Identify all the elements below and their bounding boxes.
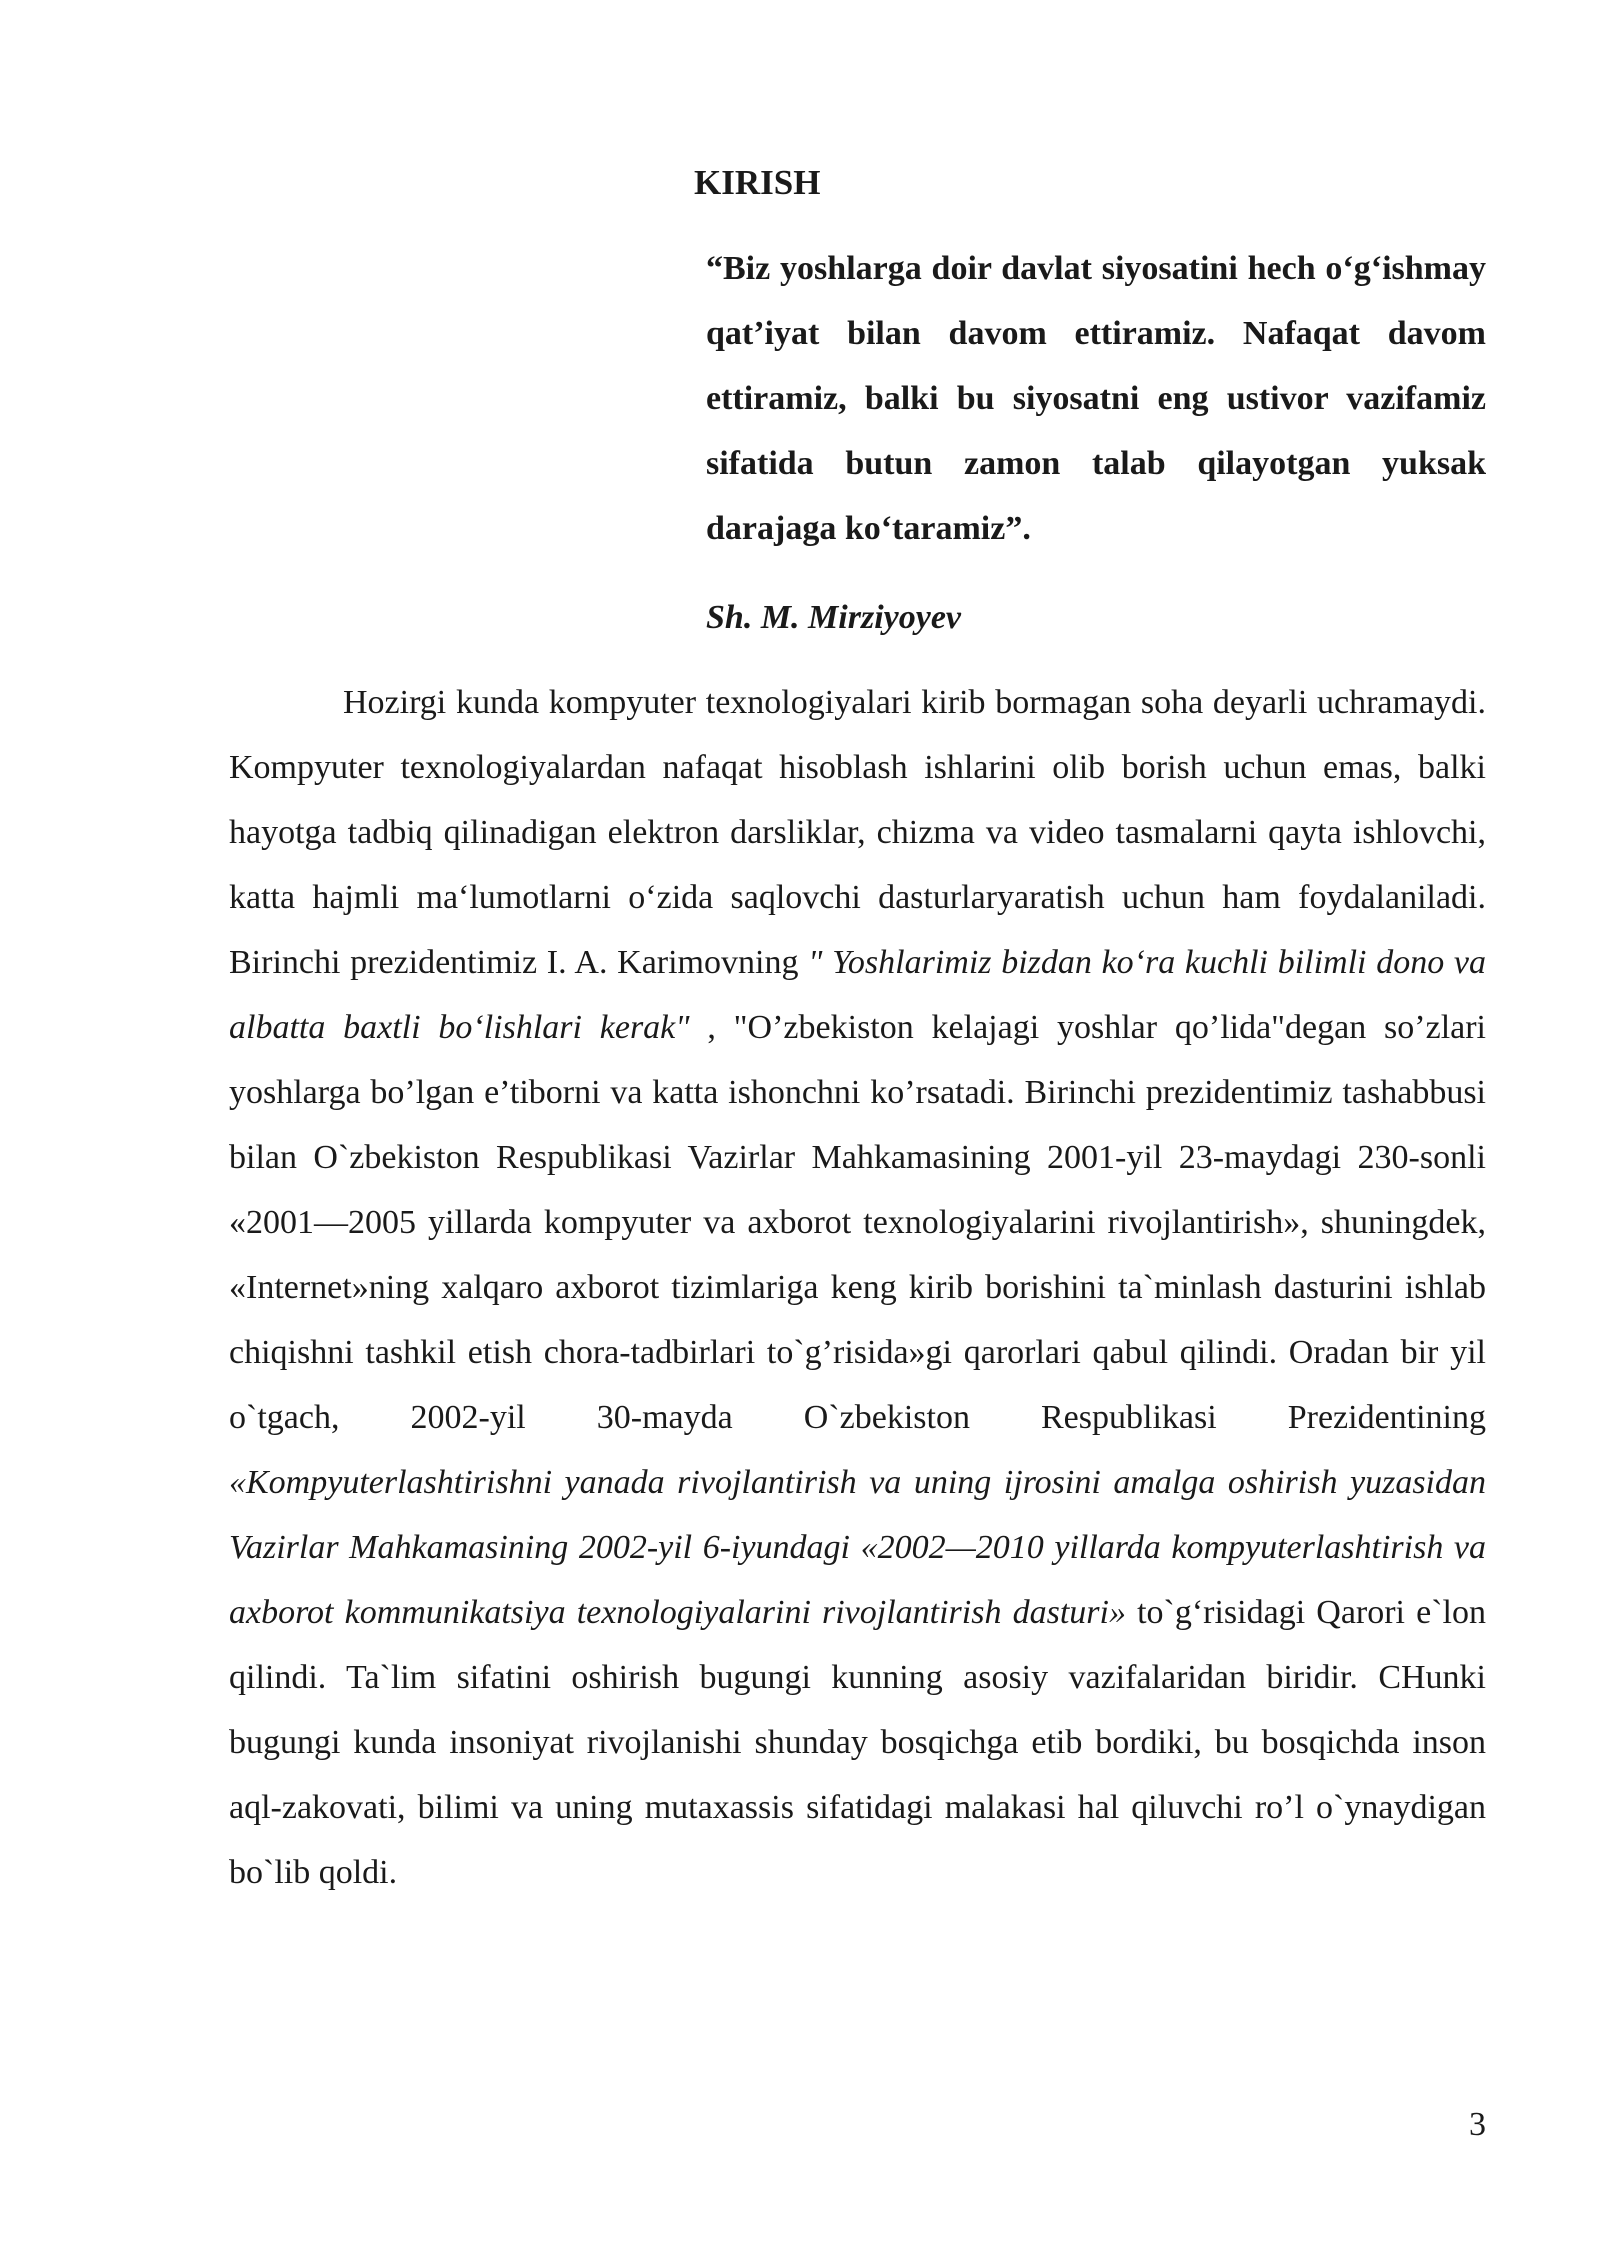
body-text-segment: , "O’zbekiston kelajagi yoshlar qo’lida"degan so’zlari yoshlarga bo’lgan e’tiborni va katta ishonchni ko’rsatadi. Birinchi prezidentimiz tashabbusi bilan O`zbekiston Respublikasi Vazirlar Mahkamasining 2001-yil 23-maydagi 230-sonli «2001—2005 yillarda kompyuter va axborot texnologiyalarini rivojlantirish», shuningdek, «Internet»ning xalqaro axborot tizimlariga keng kirib borishini ta`minlash dasturini ishlab chiqishni tashkil etish chora-tadbirlari to`g’risida»gi qarorlari qabul qilindi. Oradan bir yil o`tgach, 2002-yil 30-mayda O`zbekiston Respublikasi Prezidentining bbox=[229, 1009, 1486, 1436]
body-text-segment: to`g‘risidagi Qarori e`lon qilindi. Ta`lim sifatini oshirish bugungi kunning asosiy vazifalaridan biridir. CHunki bugungi kunda insoniyat rivojlanishi shunday bosqichga etib bordiki, bu bosqichda inson aql-zakovati, bilimi va uning mutaxassis sifatidagi malakasi hal qiluvchi ro’l o`ynaydigan bo`lib qoldi. bbox=[229, 1594, 1486, 1891]
section-heading: KIRISH bbox=[694, 163, 821, 202]
karimov-quote: " Yoshlarimiz bizdan ko‘ra kuchli bilimli dono va albatta baxtli bo‘lishlari kerak" bbox=[229, 944, 1486, 1046]
body-paragraph bbox=[229, 670, 1486, 1905]
epigraph-author: Sh. M. Mirziyoyev bbox=[706, 599, 961, 636]
body-text-segment: Hozirgi kunda kompyuter texnologiyalari kirib bormagan soha deyarli uchramaydi. Kompyuter texnologiyalardan nafaqat hisoblash ishlarini olib borish uchun emas, balki hayotga tadbiq qilinadigan elektron darsliklar, chizma va video tasmalarni qayta ishlovchi, katta hajmli ma‘lumotlarni o‘zida saqlovchi dasturlaryaratish uchun ham foydalaniladi. Birinchi prezidentimiz I. A. Karimovning bbox=[229, 684, 1486, 981]
decree-title: «Kompyuterlashtirishni yanada rivojlantirish va uning ijrosini amalga oshirish yuzasidan Vazirlar Mahkamasining 2002-yil 6-iyundagi «2002—2010 yillarda kompyuterlashtirish va axborot kommunikatsiya texnologiyalarini rivojlantirish dasturi» bbox=[229, 1464, 1486, 1631]
epigraph-quote: “Biz yoshlarga doir davlat siyosatini hech o‘g‘ishmay qat’iyat bilan davom ettiramiz. Nafaqat davom ettiramiz, balki bu siyosatni eng ustivor vazifamiz sifatida butun zamon talab qilayotgan yuksak darajaga ko‘taramiz”. bbox=[706, 250, 1486, 547]
page-number: 3 bbox=[1469, 2106, 1486, 2143]
